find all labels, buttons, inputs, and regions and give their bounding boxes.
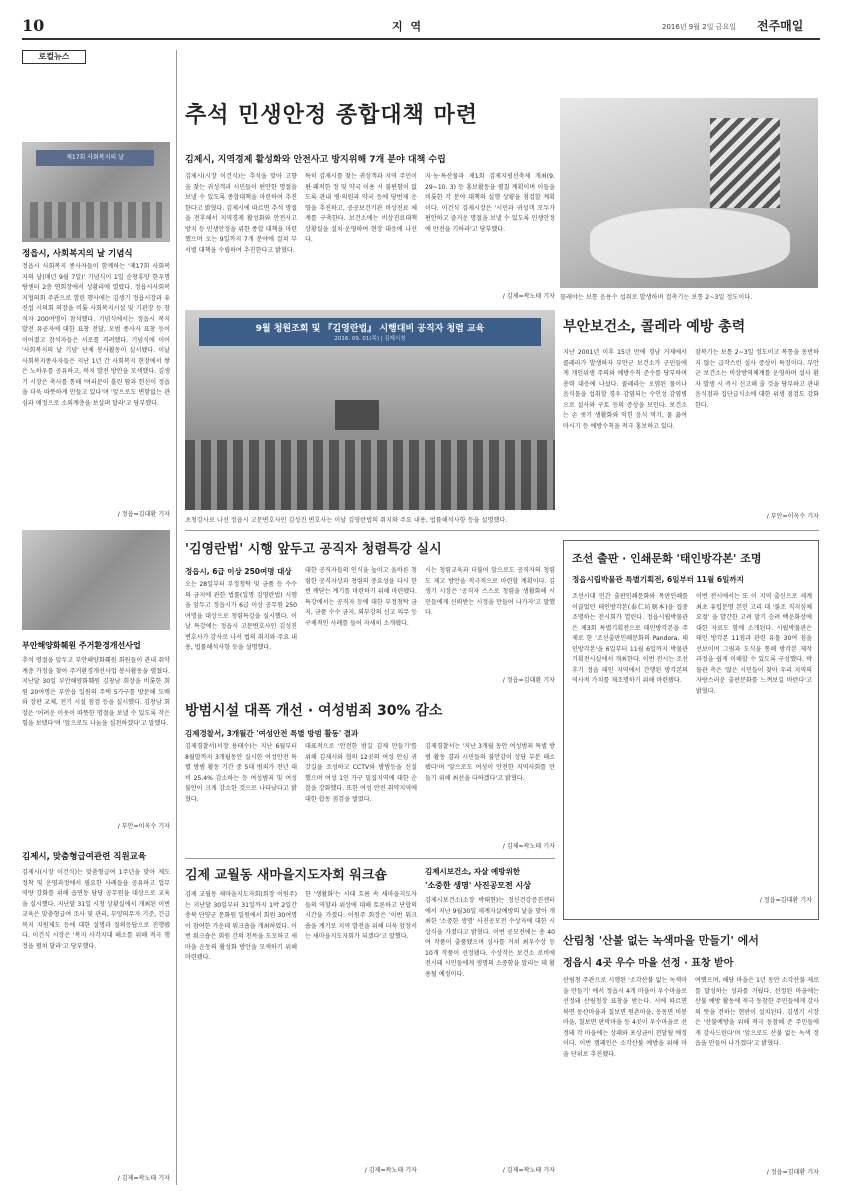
issue-date: 2016년 9월 2일 금요일 bbox=[662, 23, 736, 31]
joseon-credit: / 정읍=김대환 기자 bbox=[759, 897, 812, 904]
joseon-col1: 조선시대 민간 출판인쇄문화와 목판인쇄를 이끌었던 태인방각본(泰仁坊刻本)을 집중 조명하는 전시회가 열린다. 정읍시립박물관은 제3회 특별기획전으로 태인방각본을 주제로 한 '조선출판인쇄문화의 Pandora, 태인방각본'을 6일부터 11월 6일까지 박물관 기획전시실에서 개최한다. 이번 전시는 조선 후기 정읍 태인 지역에서 간행된 방각본의 역사적 가치를 재조명하기 위해 마련됐다. bbox=[572, 593, 688, 684]
sanrim-credit: / 정읍=김대환 기자 bbox=[766, 1169, 819, 1176]
sojung-credit: / 김제=곽노태 기자 bbox=[502, 1167, 555, 1174]
sojung-headline: 김제시보건소, 자살 예방위한 bbox=[425, 867, 521, 876]
sanrim-headline: 산림청 '산불 없는 녹색마을 만들기' 에서 bbox=[563, 934, 759, 947]
s2-credit: / 부안=이옥수 기자 bbox=[117, 823, 170, 830]
buan-credit: / 부안=이옥수 기자 bbox=[766, 513, 819, 520]
buan-photo bbox=[22, 530, 170, 630]
education-banner-title: 9월 청원조회 및 『김영란법』 시행대비 공직자 청렴 교육 bbox=[255, 324, 485, 334]
education-caption: 초청강사로 나선 정읍시 고문변호사인 김성진 변호사는 이날 김영란법의 취지와 주요 내용, 법률해석사항 등을 설명했다. bbox=[185, 517, 508, 524]
gyorae-col1: 김제 교월동 새마을지도자회(회장 이원주)는 지난달 30일부터 31일까지 1박 2일간 충북 단양군 문화원 일원에서 회원 30여명이 참여한 가운데 워크숍을 개최하였다. 이번 워크숍은 회원 간의 친목을 도모하고 새마을 운동의 활성화 방안을 모색하기 위해 마련됐다. bbox=[185, 891, 297, 961]
bangbum-col3: 김제경찰서는 '지난 3개월 동안 여성범죄 특별 방범 활동 결과 시민들의 불안감이 상당 부분 해소됐다'며 '앞으로도 여성이 안전한 지역사회를 만들기 위해 최선을 다하겠다'고 밝혔다. bbox=[425, 743, 555, 782]
lead-subhead: 김제시, 지역경제 활성화와 안전사고 방지위해 7개 분야 대책 수립 bbox=[185, 155, 446, 165]
section-label: 지 역 bbox=[392, 20, 424, 33]
column-banner: 로컬뉴스 bbox=[22, 50, 86, 64]
sojung-body: 김제시보건소(소장 박태현)는 정신건강증진센터에서 지난 9월30일 세계자살예방의 날을 맞아 개최한 '소중한 생명' 사진공모전 수상자에 대한 시상식을 가졌다고 밝혔다. 이번 공모전에는 총 40여 작품이 출품됐으며 심사를 거쳐 최우수상 등 10개 작품이 선정됐다. 수상작은 보건소 로비에 전시돼 시민들에게 생명의 소중함을 알리는 데 활용될 예정이다. bbox=[425, 897, 555, 978]
kimyoung-credit: / 정읍=김대환 기자 bbox=[502, 677, 555, 684]
welfare-banner: 제17회 사회복지의 날 bbox=[36, 150, 154, 166]
kimyoung-col1: 오는 28일부터 부정청탁 및 금품 등 수수의 금지에 관한 법률(일명 김영란법) 시행을 앞두고 정읍시가 6급 이상 공무원 250여명을 대상으로 청렴특강을 실시했다. 이날 특강에는 정읍시 고문변호사인 김성진 변호사가 강사로 나서 법의 취지와 주요 내용, 법률해석사항 등을 설명했다. bbox=[185, 581, 297, 651]
gyorae-credit: / 김제=곽노태 기자 bbox=[364, 1167, 417, 1174]
left-column-divider bbox=[176, 50, 177, 1185]
handwash-caption: 물레야는 보통 음용수 섭취로 발생하며 접촉기는 보통 2~3일 정도이다. bbox=[560, 294, 753, 301]
kimyoung-col2: 대한 공직자들의 인식을 높이고 올바른 청렴한 공직자상과 청렴의 중요성을 다시 한 번 깨닫는 계기를 마련하기 위해 마련됐다. 특강에서는 공직자 등에 대한 부정청탁 금지, 금품 수수 금지, 외부강의 신고 의무 등 구체적인 사례를 들어 자세히 소개됐다. bbox=[305, 567, 417, 627]
gyorae-headline: 김제 교월동 새마을지도자회 워크숍 bbox=[185, 868, 387, 883]
lead-col2: 특히 김제시를 찾는 귀성객과 지역 주민이 편·쾌적한 정 및 약국 이용 시 불편함이 없도록 관내 병·의원과 약국 등에 당번제 운영을 추진하고, 공공보건기관 비상진료 체계를 구축한다. 보건소에는 비상진료대책 상황실을 설치·운영하여 현장 대응에 나선다. bbox=[305, 173, 417, 243]
s2-headline: 부안해양화훼원 주거환경개선사업 bbox=[22, 641, 141, 650]
gyorae-col2: 한 '생활화'는 시대 흐름 속 새마을지도자들의 역할과 위상에 대해 토론하고 단합의 시간을 가졌다. 이원주 회장은 '이번 워크숍을 계기로 지역 발전을 위해 더욱 앞장서는 새마을지도자회가 되겠다'고 말했다. bbox=[305, 891, 417, 940]
bangbum-subhead: 김제경찰서, 3개월간 '여성안전 특별 방범 활동' 결과 bbox=[185, 729, 359, 738]
s1-credit: / 정읍=김대환 기자 bbox=[117, 511, 170, 518]
joseon-headline: 조선 출판 · 인쇄문화 '태인방각본' 조명 bbox=[572, 552, 762, 565]
sanrim-subhead: 정읍시 4곳 우수 마을 선정 · 표창 받아 bbox=[563, 958, 734, 969]
striped-sleeve bbox=[710, 118, 780, 208]
podium bbox=[335, 400, 379, 430]
bangbum-credit: / 김제=곽노태 기자 bbox=[502, 843, 555, 850]
s2-body: 추석 명절을 앞두고 부안해양화훼원 회원들이 관내 취약계층 가정을 찾아 주거환경개선사업 봉사활동을 펼쳤다. 지난달 30일 부안해양화훼원 김창남 회장을 비롯한 회원 20여명은 부안읍 일원의 주택 5가구를 방문해 도배와 장판 교체, 전기 시설 점검 등을 실시했다. 김창남 회장은 '어려운 이웃이 따뜻한 명절을 보낼 수 있도록 작은 힘을 보탰다'며 '앞으로도 나눔을 실천하겠다'고 말했다. bbox=[22, 657, 170, 727]
education-banner bbox=[199, 318, 541, 346]
handwash-photo bbox=[560, 98, 818, 288]
kimyoung-subhead: 정읍시, 6급 이상 250여명 대상 bbox=[185, 567, 292, 576]
joseon-col2: 이번 전시에서는 또 이 지역 출신으로 세계 최초 유럽문명 본인 고리 대 '불조 직지심체요절' 을 발간한 고려 말기 승려 백운화상에 대한 자료도 함께 소개된다. 시립박물관은 태인 방각본 11점과 관련 유물 30여 점을 선보이며 그림과 도식을 통해 방각본 제작 과정을 쉽게 이해할 수 있도록 구성했다. 박물관 측은 '많은 시민들이 찾아 우리 지역의 자랑스러운 출판문화를 느껴보길 바란다'고 밝혔다. bbox=[696, 593, 812, 695]
s1-headline: 정읍시, 사회복지의 날 기념식 bbox=[22, 249, 133, 259]
sink-shape bbox=[590, 208, 790, 278]
lower-rule bbox=[185, 858, 555, 859]
mid-rule bbox=[185, 530, 819, 531]
education-banner-sub: 2016. 09. 01(목) | 김제시청 bbox=[334, 336, 406, 342]
page-header bbox=[22, 14, 820, 36]
sanrim-col1: 산림청 주관으로 시행된 '소각산불 없는 녹색마을 만들기' 에서 정읍시 4개 마을이 우수마을로 선정돼 산림청장 표창을 받는다. 시에 따르면 북면 동산마을과 칠보면 원촌마을, 옹동면 비봉마을, 칠보면 판막마을 등 4곳이 우수마을로 선정돼 각 마을에는 상패와 포상금이 전달될 예정이다. 이번 캠페인은 소각산불 예방을 위해 마을 단위로 추진됐다. bbox=[563, 977, 687, 1058]
welfare-day-photo bbox=[22, 142, 170, 242]
s3-body: 김제시(시장 이건식)는 맞춤형급여 1주년을 맞아 제도 정착 및 운영과정에서 필요한 사례들을 공유하고 업무 역량 강화를 위해 읍면동 담당 공무원을 대상으로 교육을 실시했다. 지난달 31일 시청 상황실에서 개최된 이번 교육은 맞춤형급여 조사 및 관리, 부양의무자 기준, 긴급복지 지원제도 등에 대한 설명과 질의응답으로 진행됐다. 이건식 시장은 '복지 사각지대 해소를 위해 적극 행정을 펼쳐 달라'고 당부했다. bbox=[22, 869, 170, 950]
s1-body: 정읍시 사회복지 종사자들이 함께하는 '제17회 사회복지의 날(매년 9월 7일)' 기념식이 1일 순창휴양 한우명탕센터 2층 연회장에서 성황리에 열렸다. 정읍시사회복지협의회 주관으로 열린 행사에는 김생기 정읍시장과 유진섭 시의회 의장을 비롯 사회복지시설 및 기관장 등 참석자 200여명이 참석했다. 기념식에서는 정읍시 복지 발전 유공자에 대한 표창 전달, 모범 종사자 표창 등이 이어졌고 참석자들은 서로를 격려했다. 기념식에 이어 '사회복지의 날 기념' 단체 봉사활동이 실시됐다. 이날 사회복지종사자들은 지난 1년 간 사회복지 현장에서 쌓은 노하우를 공유하고, 복지 발전 방안을 모색했다. 김생기 시장은 축사를 통해 '여러분이 흘린 땀과 헌신이 정읍을 더욱 따뜻하게 만들고 있다'며 '앞으로도 변함없는 관심과 애정으로 소외계층을 보살펴 달라'고 당부했다. bbox=[22, 263, 170, 407]
audience bbox=[185, 440, 555, 510]
header-rule bbox=[22, 38, 820, 40]
audience-rows bbox=[30, 202, 162, 238]
bangbum-headline: 방범시설 대폭 개선 · 여성범죄 30% 감소 bbox=[185, 703, 443, 719]
lead-credit: / 김제=곽노태 기자 bbox=[502, 293, 555, 300]
sojung-subhead: '소중한 생명' 사진공모전 시상 bbox=[425, 881, 531, 890]
s3-headline: 김제시, 맞춤형급여관련 직원교육 bbox=[22, 852, 147, 862]
page-number: 10 bbox=[22, 16, 45, 35]
kimyoung-headline: '김영란법' 시행 앞두고 공직자 청렴특강 실시 bbox=[185, 542, 442, 557]
lead-col1: 김제시(시장 이건식)는 추석을 맞아 고향을 찾는 귀성객과 시민들이 편안한 명절을 보낼 수 있도록 종합대책을 마련하여 추진한다고 밝혔다. 김제시에 따르면 추석 명절을 전후해서 지역경제 활성화와 안전사고 방지 등 민생안정을 위한 종합 대책을 마련했으며 오는 9일까지 7개 분야에 걸쳐 부서별 대책을 수립하여 추진한다고 밝혔다. bbox=[185, 173, 297, 254]
paper-name: 전주매일 bbox=[757, 19, 804, 33]
buan-col1: 지난 2001년 이후 15년 만에 경남 거제에서 콜레라가 발생하자 부안군 보건소가 군민들에게 개인위생 주의와 예방수칙 준수를 당부하며 총력 대응에 나섰다. 콜레라는 오염된 물이나 음식물을 섭취할 경우 감염되는 수인성 감염병으로 설사와 구토 등의 증상을 보인다. 보건소는 손 씻기 생활화와 익힌 음식 먹기, 물 끓여 마시기 등 예방수칙을 적극 홍보하고 있다. bbox=[563, 349, 687, 430]
bangbum-col2: 대표적으로 '안전한 밤길 김제 만들기'를 위해 김제시와 협의 12곳의 여성 안심 귀갓길을 조성하고 CCTV와 방범등을 신설했으며 여성 1인 가구 밀집지역에 대한 순찰을 강화했다. 또한 여성 안전 취약지역에 대한 합동 점검을 벌였다. bbox=[305, 743, 417, 803]
s3-credit: / 김제=곽노태 기자 bbox=[117, 1175, 170, 1182]
lead-headline: 추석 민생안정 종합대책 마련 bbox=[185, 103, 479, 128]
integrity-education-photo bbox=[185, 310, 555, 510]
joseon-subhead: 정읍시립박물관 특별기획전, 6일부터 11월 6일까지 bbox=[572, 575, 744, 584]
buan-col2: 잠복기는 보통 2~3일 정도이고 복통을 동반하지 않는 급작스런 설사 증상이 특징이다. 부안군 보건소는 비상방역체계를 운영하며 설사 환자 발생 시 즉시 신고해 줄 것을 당부하고 관내 음식점과 집단급식소에 대한 위생 점검도 강화한다. bbox=[695, 349, 819, 409]
kimyoung-col3: 시는 청렴교육과 더불어 앞으로도 공직자의 청렴도 제고 방안을 적극적으로 마련할 계획이다. 김생기 시장은 '공직자 스스로 청렴을 생활화해 시민들에게 신뢰받는 시정을 만들어 나가자'고 말했다. bbox=[425, 567, 555, 616]
bangbum-col1: 김제경찰서(서장 용태수)는 지난 6월부터 8월말까지 3개월동안 실시한 여성안전 특별 방범 활동 기간 중 5대 범죄가 전년 대비 25.4% 감소하는 등 여성범죄 및 여성불안이 크게 감소한 것으로 나타났다고 밝혔다. bbox=[185, 743, 297, 803]
lead-col3: 지·농·특산물과 제1회 김제지평선축제 개최(9. 29~10. 3) 등 홍보활동을 펼칠 계획이며 이들을 비롯한 각 분야 대책의 실행 상황을 점검할 계획이다. 이건식 김제시장은 '시민과 귀성객 모두가 편안하고 즐거운 명절을 보낼 수 있도록 민생안정에 만전을 기하라'고 당부했다. bbox=[425, 173, 555, 233]
sanrim-col2: 여했으며, 해당 마을은 1년 동안 소각산불 제로를 달성하는 성과를 거뒀다. 선정된 마을에는 산불 예방 활동에 적극 동참한 주민들에게 감사의 뜻을 전하는 현판이 설치된다. 김생기 시장은 '산불예방을 위해 적극 동참해 준 주민들에게 감사드린다'며 '앞으로도 산불 없는 녹색 정읍을 만들어 나가겠다'고 밝혔다. bbox=[695, 977, 819, 1047]
buan-headline: 부안보건소, 콜레라 예방 총력 bbox=[563, 319, 746, 335]
